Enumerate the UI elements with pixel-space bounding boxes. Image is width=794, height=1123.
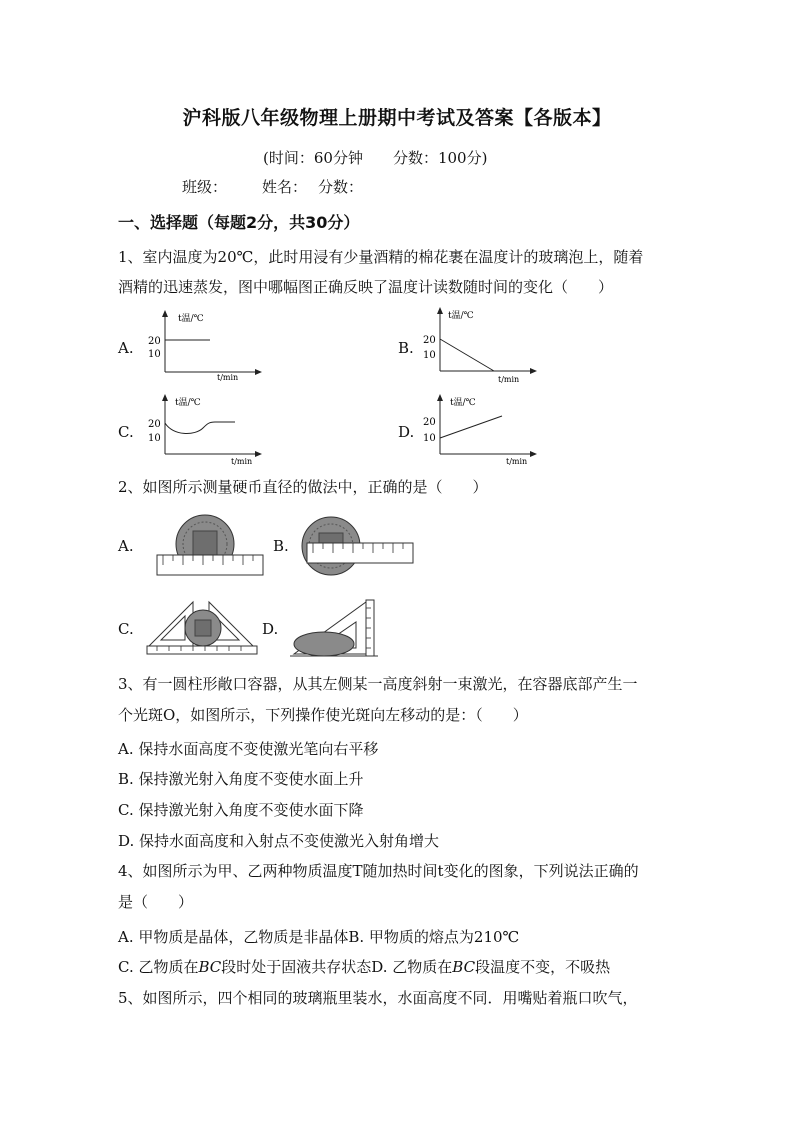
q1-graph-a xyxy=(145,310,275,382)
q1b-y-label: t温/℃ xyxy=(448,311,474,321)
q4-optc-post: 段温度不变，不吸热 xyxy=(475,958,611,976)
q1-graph-b xyxy=(422,307,552,387)
q1-graph-d xyxy=(422,394,552,466)
q1c-tick-10: 10 xyxy=(148,433,161,444)
q2-coin-figure-d xyxy=(290,596,380,660)
q2-text-line1: 2、如图所示测量硬币直径的做法中，正确的是（ ） xyxy=(118,478,488,496)
time-info: (时间：60分钟 分数：100分) xyxy=(263,149,488,167)
score-label: 分数： xyxy=(318,178,364,196)
q1a-x-label: t/min xyxy=(217,373,239,382)
q1d-y-label: t温/℃ xyxy=(450,398,476,408)
q1d-tick-10: 10 xyxy=(423,433,436,444)
q4-text-line1: 4、如图所示为甲、乙两种物质温度T随加热时间t变化的图象，下列说法正确的 xyxy=(118,862,639,880)
q1c-tick-20: 20 xyxy=(148,419,161,430)
q1-text-line2: 酒精的迅速蒸发，图中哪幅图正确反映了温度计读数随时间的变化（ ） xyxy=(118,278,614,296)
q4-optc-mid: 段时处于固液共存状态D. 乙物质在 xyxy=(221,958,453,976)
q3-option-b: B. 保持激光射入角度不变使水面上升 xyxy=(118,770,364,788)
q1a-tick-20: 20 xyxy=(148,336,161,347)
q1a-tick-10: 10 xyxy=(148,349,161,360)
q1-option-b-label: B. xyxy=(398,339,414,357)
q4-optc-pre: C. 乙物质在 xyxy=(118,958,199,976)
q2-coin-figure-b xyxy=(297,513,417,579)
section-heading: 一、选择题（每题2分，共30分） xyxy=(118,213,360,232)
q2-option-d-label: D. xyxy=(262,620,279,638)
q1c-y-label: t温/℃ xyxy=(175,398,201,408)
q1b-tick-10: 10 xyxy=(423,350,436,361)
q2-option-b-label: B. xyxy=(273,537,289,555)
q1-option-d-label: D. xyxy=(398,423,415,441)
q1c-x-label: t/min xyxy=(231,457,253,466)
q3-text-line2: 个光斑O，如图所示，下列操作使光斑向左移动的是：（ ） xyxy=(118,706,528,724)
q4-option-a-b: A. 甲物质是晶体，乙物质是非晶体B. 甲物质的熔点为210℃ xyxy=(118,928,520,946)
q1-graph-c xyxy=(145,394,275,466)
q3-text-line1: 3、有一圆柱形敞口容器，从其左侧某一高度斜射一束激光，在容器底部产生一 xyxy=(118,675,638,693)
q2-option-a-label: A. xyxy=(118,537,134,555)
q1b-x-label: t/min xyxy=(498,375,520,384)
q1-option-c-label: C. xyxy=(118,423,134,441)
q4-optc-bc2: BC xyxy=(452,958,476,976)
q2-coin-figure-c xyxy=(145,598,260,662)
q2-coin-figure-a xyxy=(155,513,265,579)
q1-text-line1: 1、室内温度为20℃，此时用浸有少量酒精的棉花裹在温度计的玻璃泡上，随着 xyxy=(118,248,644,266)
q1-option-a-label: A. xyxy=(118,339,134,357)
q2-option-c-label: C. xyxy=(118,620,134,638)
name-label: 姓名： xyxy=(262,178,308,196)
q5-text-line1: 5、如图所示，四个相同的玻璃瓶里装水，水面高度不同．用嘴贴着瓶口吹气， xyxy=(118,989,638,1007)
q1d-tick-20: 20 xyxy=(423,417,436,428)
q4-option-c-d xyxy=(118,956,610,977)
page-title: 沪科版八年级物理上册期中考试及答案【各版本】 xyxy=(182,107,612,129)
q3-option-c: C. 保持激光射入角度不变使水面下降 xyxy=(118,801,364,819)
q1a-y-label: t温/℃ xyxy=(178,314,204,324)
q4-optc-bc1: BC xyxy=(198,958,222,976)
q1d-x-label: t/min xyxy=(506,457,528,466)
q4-text-line2: 是（ ） xyxy=(118,893,194,911)
q3-option-d: D. 保持水面高度和入射点不变使激光入射角增大 xyxy=(118,832,440,850)
q1b-tick-20: 20 xyxy=(423,335,436,346)
class-label: 班级： xyxy=(182,178,228,196)
q3-option-a: A. 保持水面高度不变使激光笔向右平移 xyxy=(118,740,379,758)
